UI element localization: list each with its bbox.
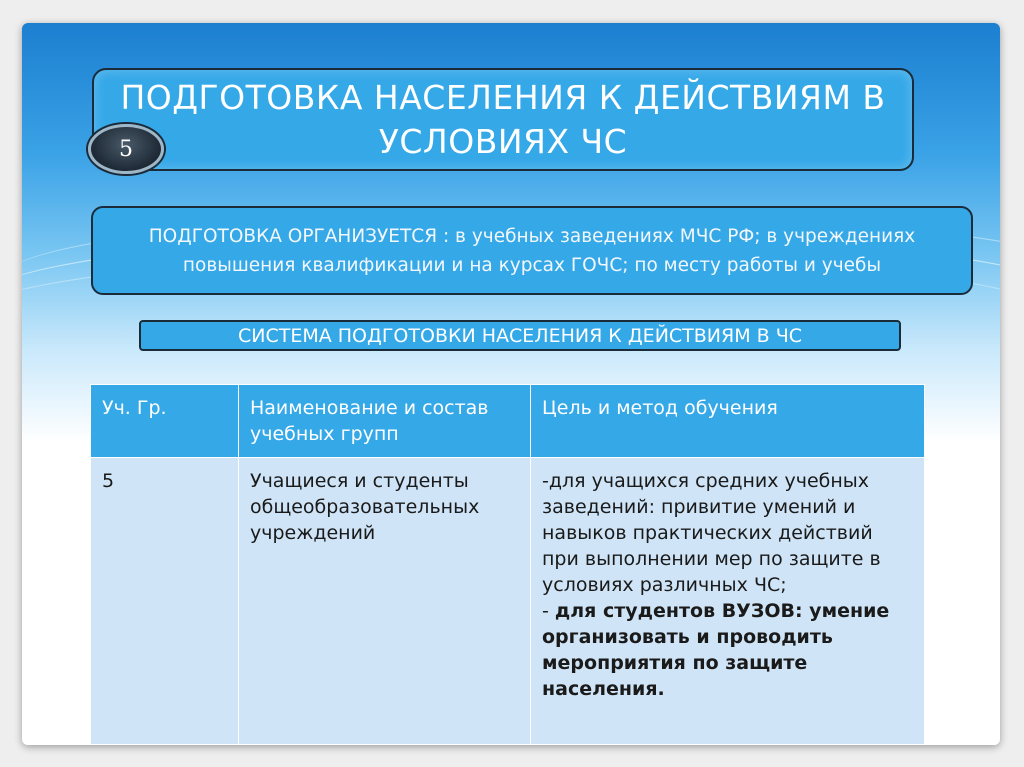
goal-bold-text: для студентов ВУЗОВ: умение организовать и проводить мероприятия по защите населения. (542, 600, 890, 700)
slide (22, 23, 1000, 745)
goal-bold-prefix: - (542, 600, 555, 622)
organization-box (91, 206, 973, 295)
organization-text: ПОДГОТОВКА ОРГАНИЗУЕТСЯ : в учебных заведениях МЧС РФ; в учреждениях повышения квалификации и на курсах ГОЧС; по месту работы и учебы (148, 225, 916, 276)
slide-number-badge (88, 124, 164, 174)
header-goal: Цель и метод обучения (531, 385, 925, 458)
cell-group: 5 (91, 458, 239, 745)
cell-name: Учащиеся и студенты общеобразовательных учреждений (239, 458, 531, 745)
cell-goal (531, 458, 925, 745)
table-header-row (91, 385, 925, 458)
table-row (91, 458, 925, 745)
system-heading: СИСТЕМА ПОДГОТОВКИ НАСЕЛЕНИЯ К ДЕЙСТВИЯМ В ЧС (237, 324, 803, 347)
training-table (90, 384, 925, 745)
slide-title: ПОДГОТОВКА НАСЕЛЕНИЯ К ДЕЙСТВИЯМ В УСЛОВИЯХ ЧС (120, 77, 886, 161)
title-box (92, 68, 914, 171)
slide-number: 5 (119, 136, 133, 162)
goal-regular-text: -для учащихся средних учебных заведений: привитие умений и навыков практических действий при выполнении мер по защите в условиях различных ЧС; (542, 470, 881, 596)
header-group: Уч. Гр. (91, 385, 239, 458)
system-heading-box (139, 320, 901, 351)
header-name: Наименование и состав учебных групп (239, 385, 531, 458)
